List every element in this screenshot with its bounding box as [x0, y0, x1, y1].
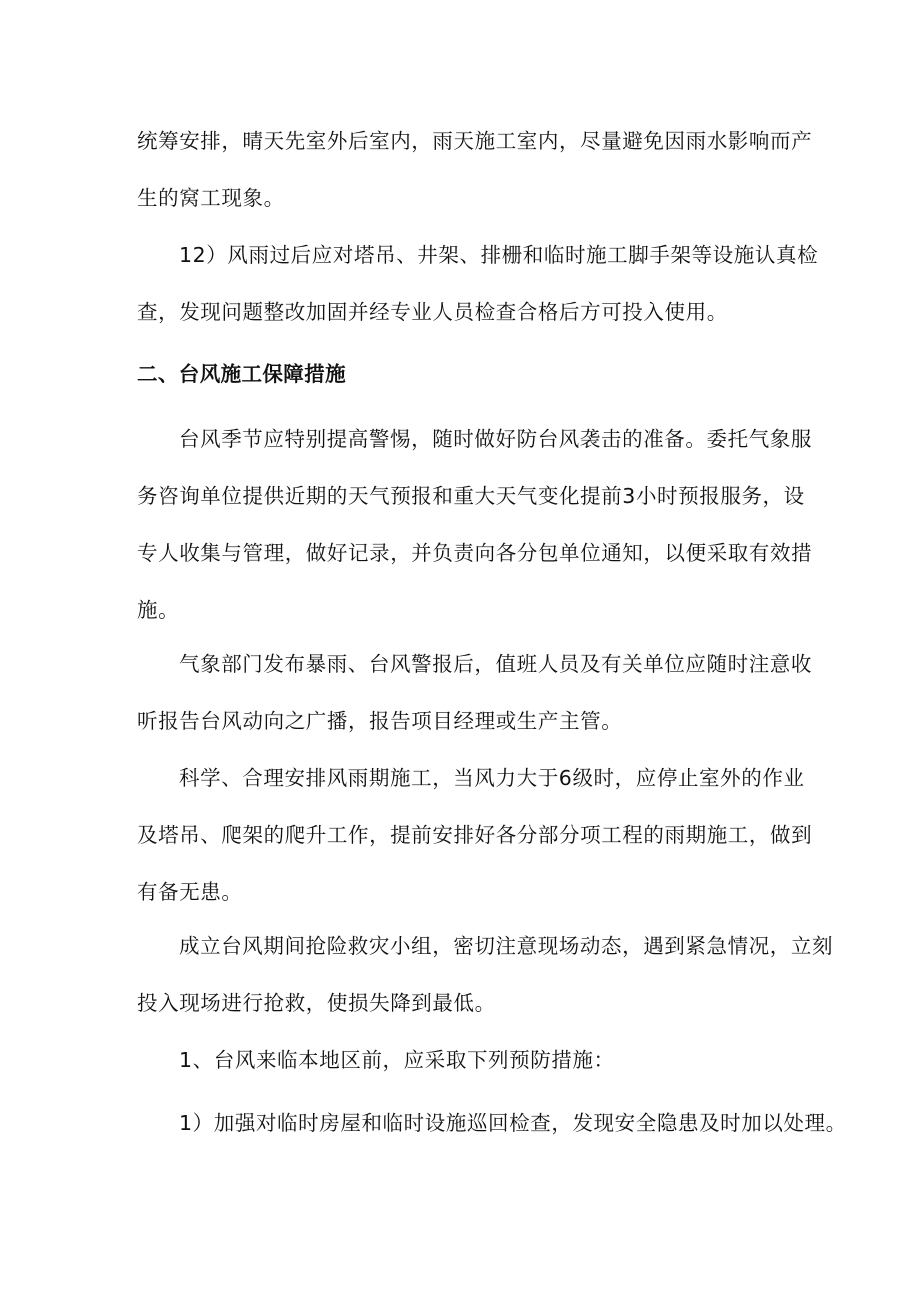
paragraph-line: 投入现场进行抢救，使损失降到最低。 [137, 991, 496, 1015]
paragraph-line: 12）风雨过后应对塔吊、井架、排栅和临时施工脚手架等设施认真检 [179, 243, 819, 267]
paragraph-line: 台风季节应特别提高警惕，随时做好防台风袭击的准备。委托气象服 [179, 427, 812, 451]
paragraph-line: 施。 [137, 598, 180, 622]
paragraph-line: 专人收集与管理，做好记录，并负责向各分包单位通知，以便采取有效措 [137, 541, 813, 565]
paragraph-line: 气象部门发布暴雨、台风警报后，值班人员及有关单位应随时注意收 [179, 652, 812, 676]
paragraph-line: 统筹安排，晴天先室外后室内，雨天施工室内，尽量避免因雨水影响而产 [137, 129, 813, 153]
paragraph-line: 务咨询单位提供近期的天气预报和重大天气变化提前3小时预报服务，设 [137, 484, 805, 508]
paragraph-line: 生的窝工现象。 [137, 186, 285, 210]
paragraph-line: 成立台风期间抢险救灾小组，密切注意现场动态，遇到紧急情况，立刻 [179, 934, 834, 958]
list-item-heading: 1、台风来临本地区前，应采取下列预防措施： [179, 1048, 615, 1072]
section-heading: 二、台风施工保障措施 [137, 362, 346, 386]
paragraph-line: 有备无患。 [137, 880, 243, 904]
paragraph-line: 查，发现问题整改加固并经专业人员检查合格后方可投入使用。 [137, 300, 728, 324]
list-item: 1）加强对临时房屋和临时设施巡回检查，发现安全隐患及时加以处理。 [179, 1111, 847, 1135]
paragraph-line: 及塔吊、爬架的爬升工作，提前安排好各分部分项工程的雨期施工，做到 [137, 823, 813, 847]
paragraph-line: 科学、合理安排风雨期施工，当风力大于6级时，应停止室外的作业 [179, 766, 805, 790]
paragraph-line: 听报告台风动向之广播，报告项目经理或生产主管。 [137, 709, 623, 733]
